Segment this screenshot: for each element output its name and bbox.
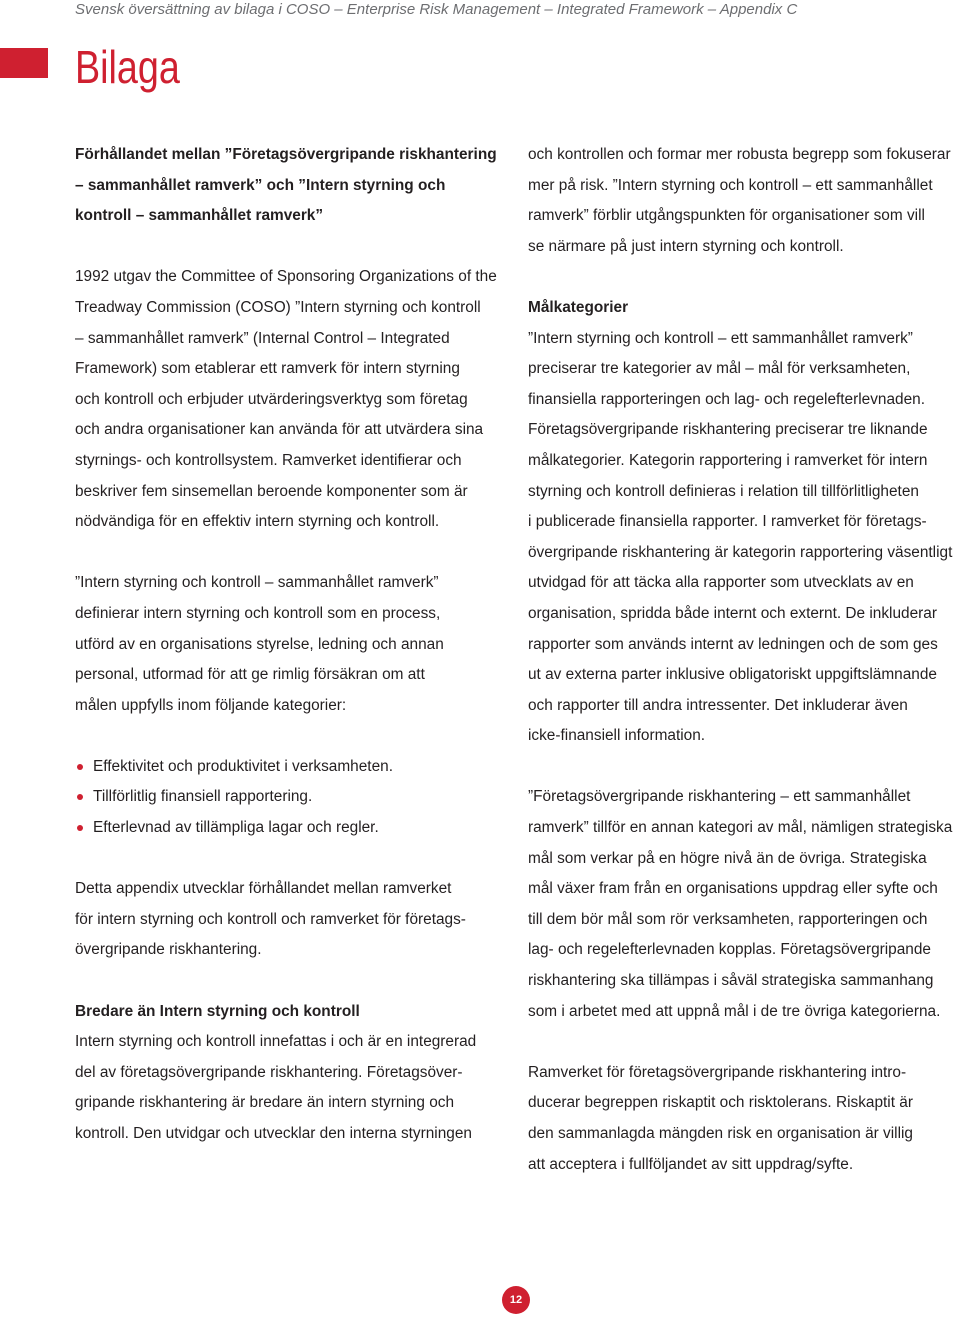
heading-line: kontroll – sammanhållet ramverk” <box>75 207 324 225</box>
text-line: mål växer fram från en organisations uppdrag eller syfte och <box>528 880 938 898</box>
bullet-dot-icon <box>77 764 83 770</box>
text-line: målkategorier. Kategorin rapportering i ramverket för intern <box>528 451 928 469</box>
text-line: – sammanhållet ramverk” (Internal Control – Integrated <box>75 329 450 347</box>
intro-paragraph <box>75 262 515 537</box>
text-line: målen uppfylls inom följande kategorier: <box>75 696 347 714</box>
bullet-dot-icon <box>77 825 83 831</box>
bullet-dot-icon <box>77 794 83 800</box>
list-item-text: Efterlevnad av tillämpliga lagar och regler. <box>93 819 379 837</box>
text-line: gripande riskhantering är bredare än intern styrning och <box>75 1094 455 1112</box>
text-line: ”Intern styrning och kontroll – ett sammanhållet ramverk” <box>528 329 913 347</box>
text-line: och rapporter till andra intressenter. Det inkluderar även <box>528 696 908 714</box>
risk-appetite-paragraph <box>528 1058 958 1180</box>
appendix-paragraph <box>75 874 515 966</box>
running-title: Svensk översättning av bilaga i COSO – Enterprise Risk Management – Integrated Framework – Appendix C <box>75 1 798 18</box>
text-line: Detta appendix utvecklar förhållandet mellan ramverket <box>75 880 452 898</box>
text-line: i publicerade finansiella rapporter. I ramverket för företags- <box>528 513 927 531</box>
text-line: nödvändiga för en effektiv intern styrning och kontroll. <box>75 513 440 531</box>
continuation-paragraph <box>528 140 958 262</box>
text-line: ”Företagsövergripande riskhantering – ett sammanhållet <box>528 788 911 806</box>
text-line: ut av externa parter inklusive obligatoriskt uppgiftslämnande <box>528 666 937 684</box>
text-line: se närmare på just intern styrning och kontroll. <box>528 237 844 255</box>
text-line: icke-finansiell information. <box>528 727 706 745</box>
section-heading-malkategorier: Målkategorier <box>528 298 629 316</box>
text-line: utvidgad för att täcka alla rapporter som utvecklats av en <box>528 574 914 592</box>
text-line: kontroll. Den utvidgar och utvecklar den interna styrningen <box>75 1125 472 1142</box>
text-line: den sammanlagda mängden risk en organisation är villig <box>528 1125 913 1142</box>
list-item-text: Tillförlitlig finansiell rapportering. <box>93 788 313 806</box>
list-item <box>75 752 515 783</box>
text-line: och kontroll och erbjuder utvärderingsverktyg som företag <box>75 390 468 408</box>
title-accent-block <box>0 48 48 78</box>
text-line: mål som verkar på en högre nivå än de övriga. Strategiska <box>528 849 927 867</box>
right-column <box>528 140 958 1211</box>
heading-line: – sammanhållet ramverk” och ”Intern styrning och <box>75 176 446 194</box>
text-line: ”Intern styrning och kontroll – sammanhållet ramverk” <box>75 574 439 592</box>
text-line: riskhantering ska tillämpas i såväl strategiska sammanhang <box>528 972 934 990</box>
page-title: Bilaga <box>75 41 180 93</box>
text-line: finansiella rapporteringen och lag- och regelefterlevnaden. <box>528 390 925 408</box>
text-line: personal, utformad för att ge rimlig försäkran om att <box>75 666 425 684</box>
text-line: 1992 utgav the Committee of Sponsoring Organizations of the <box>75 268 497 286</box>
text-line: styrning och kontroll definieras i relation till tillförlitligheten <box>528 482 919 500</box>
text-line: rapporter som används internt av ledningen och de som ges <box>528 635 938 653</box>
definition-paragraph <box>75 568 515 721</box>
text-line: och andra organisationer kan använda för att utvärdera sina <box>75 421 484 439</box>
left-column <box>75 140 515 1180</box>
text-line: för intern styrning och kontroll och ramverket för företags- <box>75 910 466 928</box>
text-line: lag- och regelefterlevnaden kopplas. Företagsövergripande <box>528 941 931 959</box>
text-line: Intern styrning och kontroll innefattas i och är en integrerad <box>75 1033 477 1051</box>
text-line: ducerar begreppen riskaptit och risktolerans. Riskaptit är <box>528 1094 913 1112</box>
page-number: 12 <box>502 1286 530 1314</box>
strategic-paragraph <box>528 782 958 1027</box>
text-line: definierar intern styrning och kontroll som en process, <box>75 604 441 622</box>
text-line: utförd av en organisations styrelse, ledning och annan <box>75 635 444 653</box>
objectives-section <box>528 293 958 752</box>
objective-category-list <box>75 752 515 844</box>
text-line: Treadway Commission (COSO) ”Intern styrning och kontroll <box>75 298 481 316</box>
text-line: mer på risk. ”Intern styrning och kontroll – ett sammanhållet <box>528 176 933 194</box>
broader-section <box>75 997 515 1150</box>
section-heading-broader: Bredare än Intern styrning och kontroll <box>75 1002 360 1020</box>
text-line: övergripande riskhantering. <box>75 941 262 959</box>
list-item <box>75 782 515 813</box>
text-line: styrnings- och kontrollsystem. Ramverket identifierar och <box>75 451 462 469</box>
text-line: preciserar tre kategorier av mål – mål för verksamheten, <box>528 360 911 378</box>
list-item <box>75 813 515 844</box>
list-item-text: Effektivitet och produktivitet i verksamheten. <box>93 757 393 775</box>
text-line: och kontrollen och formar mer robusta begrepp som fokuserar <box>528 146 951 163</box>
text-line: Företagsövergripande riskhantering preciserar tre liknande <box>528 421 928 439</box>
text-line: övergripande riskhantering är kategorin rapportering väsentligt <box>528 543 953 561</box>
text-line: beskriver fem sinsemellan beroende komponenter som är <box>75 482 468 500</box>
text-line: som i arbetet med att uppnå mål i de tre övriga kategorierna. <box>528 1002 941 1020</box>
text-line: till dem bör mål som rör verksamheten, rapporteringen och <box>528 910 928 928</box>
text-line: ramverk” förblir utgångspunkten för organisationer som vill <box>528 207 925 225</box>
heading-line: Förhållandet mellan ”Företagsövergripande riskhantering <box>75 146 497 163</box>
text-line: Ramverket för företagsövergripande riskhantering intro- <box>528 1063 907 1081</box>
text-line: Framework) som etablerar ett ramverk för intern styrning <box>75 360 460 378</box>
text-line: organisation, spridda både internt och externt. De inkluderar <box>528 604 937 622</box>
text-line: ramverk” tillför en annan kategori av mål, nämligen strategiska <box>528 819 953 837</box>
text-line: del av företagsövergripande riskhantering. Företagsöver- <box>75 1063 463 1081</box>
article-heading <box>75 140 515 232</box>
text-line: att acceptera i fullföljandet av sitt uppdrag/syfte. <box>528 1155 854 1173</box>
